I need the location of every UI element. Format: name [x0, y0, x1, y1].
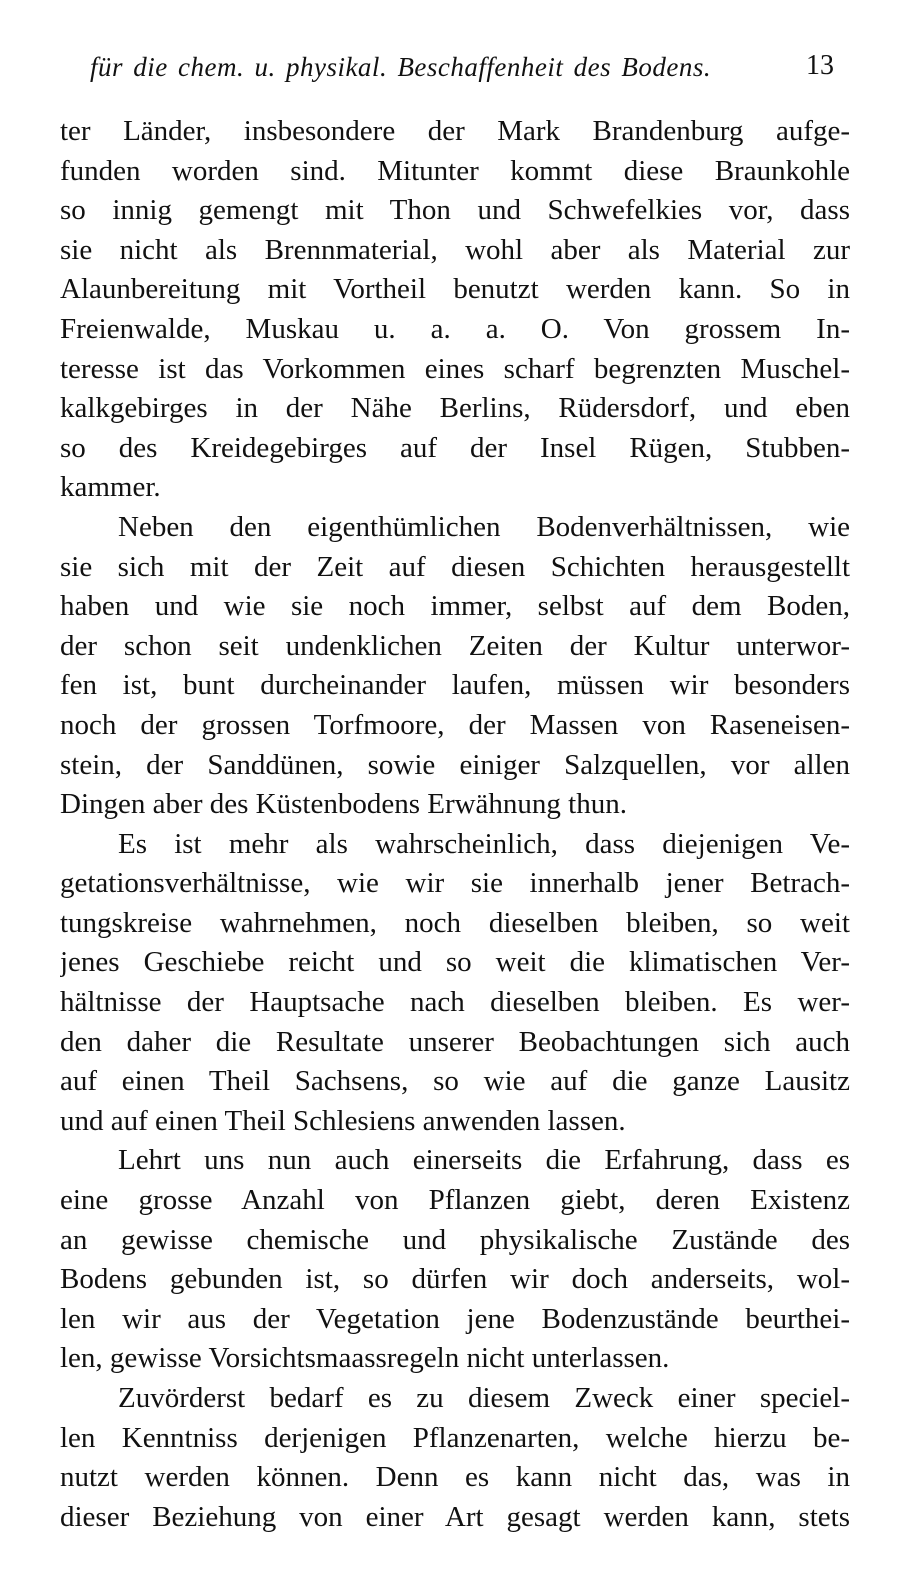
text-line: Dingen aber des Küstenbodens Erwähnung thun.	[60, 788, 627, 821]
text-line: auf einen Theil Sachsens, so wie auf die ganze Lausitz	[60, 1065, 850, 1098]
text-line: fen ist, bunt durcheinander laufen, müssen wir besonders	[60, 669, 850, 702]
running-head: für die chem. u. physikal. Beschaffenheit des Bodens.	[90, 52, 712, 82]
text-line: an gewisse chemische und physikalische Zustände des	[60, 1223, 850, 1256]
text-line: stein, der Sanddünen, sowie einiger Salzquellen, vor allen	[60, 748, 850, 781]
text-line: len Kenntniss derjenigen Pflanzenarten, welche hierzu be-	[60, 1421, 850, 1454]
text-line: Zuvörderst bedarf es zu diesem Zweck einer speciel-	[118, 1382, 850, 1414]
text-line: Bodens gebunden ist, so dürfen wir doch anderseits, wol-	[60, 1263, 850, 1296]
text-line: kalkgebirges in der Nähe Berlins, Rüdersdorf, und eben	[60, 392, 850, 425]
text-line: Alaunbereitung mit Vortheil benutzt werden kann. So in	[60, 273, 850, 306]
text-line: len wir aus der Vegetation jene Bodenzustände beurthei-	[60, 1302, 850, 1335]
text-line: Es ist mehr als wahrscheinlich, dass diejenigen Ve-	[118, 827, 850, 860]
text-line: eine grosse Anzahl von Pflanzen giebt, deren Existenz	[60, 1184, 850, 1217]
text-line: len, gewisse Vorsichtsmaassregeln nicht unterlassen.	[60, 1342, 670, 1375]
text-line: ter Länder, insbesondere der Mark Brandenburg aufge-	[60, 115, 850, 147]
text-line: den daher die Resultate unserer Beobachtungen sich auch	[60, 1025, 850, 1058]
text-line: Freienwalde, Muskau u. a. a. O. Von grossem In-	[60, 312, 850, 345]
text-line: Lehrt uns nun auch einerseits die Erfahrung, dass es	[118, 1144, 850, 1177]
text-line: Neben den eigenthümlichen Bodenverhältnissen, wie	[118, 510, 850, 543]
page-number: 13	[806, 50, 834, 81]
text-line: noch der grossen Torfmoore, der Massen von Raseneisen-	[60, 708, 850, 741]
text-line: teresse ist das Vorkommen eines scharf begrenzten Muschel-	[60, 352, 850, 385]
text-line: sie sich mit der Zeit auf diesen Schichten herausgestellt	[60, 550, 850, 583]
text-line: der schon seit undenklichen Zeiten der Kultur unterwor-	[60, 629, 850, 662]
text-line: so innig gemengt mit Thon und Schwefelkies vor, dass	[60, 194, 850, 227]
text-line: tungskreise wahrnehmen, noch dieselben bleiben, so weit	[60, 906, 850, 939]
body-text	[60, 112, 850, 1537]
text-line: kammer.	[60, 471, 161, 504]
text-line: funden worden sind. Mitunter kommt diese Braunkohle	[60, 154, 850, 187]
text-line: und auf einen Theil Schlesiens anwenden lassen.	[60, 1104, 626, 1137]
text-line: jenes Geschiebe reicht und so weit die klimatischen Ver-	[60, 946, 850, 979]
text-line: sie nicht als Brennmaterial, wohl aber als Material zur	[60, 233, 850, 266]
text-line: nutzt werden können. Denn es kann nicht das, was in	[60, 1461, 850, 1494]
text-line: dieser Beziehung von einer Art gesagt werden kann, stets	[60, 1500, 850, 1533]
text-line: haben und wie sie noch immer, selbst auf dem Boden,	[60, 590, 850, 623]
text-line: so des Kreidegebirges auf der Insel Rügen, Stubben-	[60, 431, 850, 464]
text-line: hältnisse der Hauptsache nach dieselben bleiben. Es wer-	[60, 986, 850, 1019]
text-line: getationsverhältnisse, wie wir sie innerhalb jener Betrach-	[60, 867, 850, 900]
